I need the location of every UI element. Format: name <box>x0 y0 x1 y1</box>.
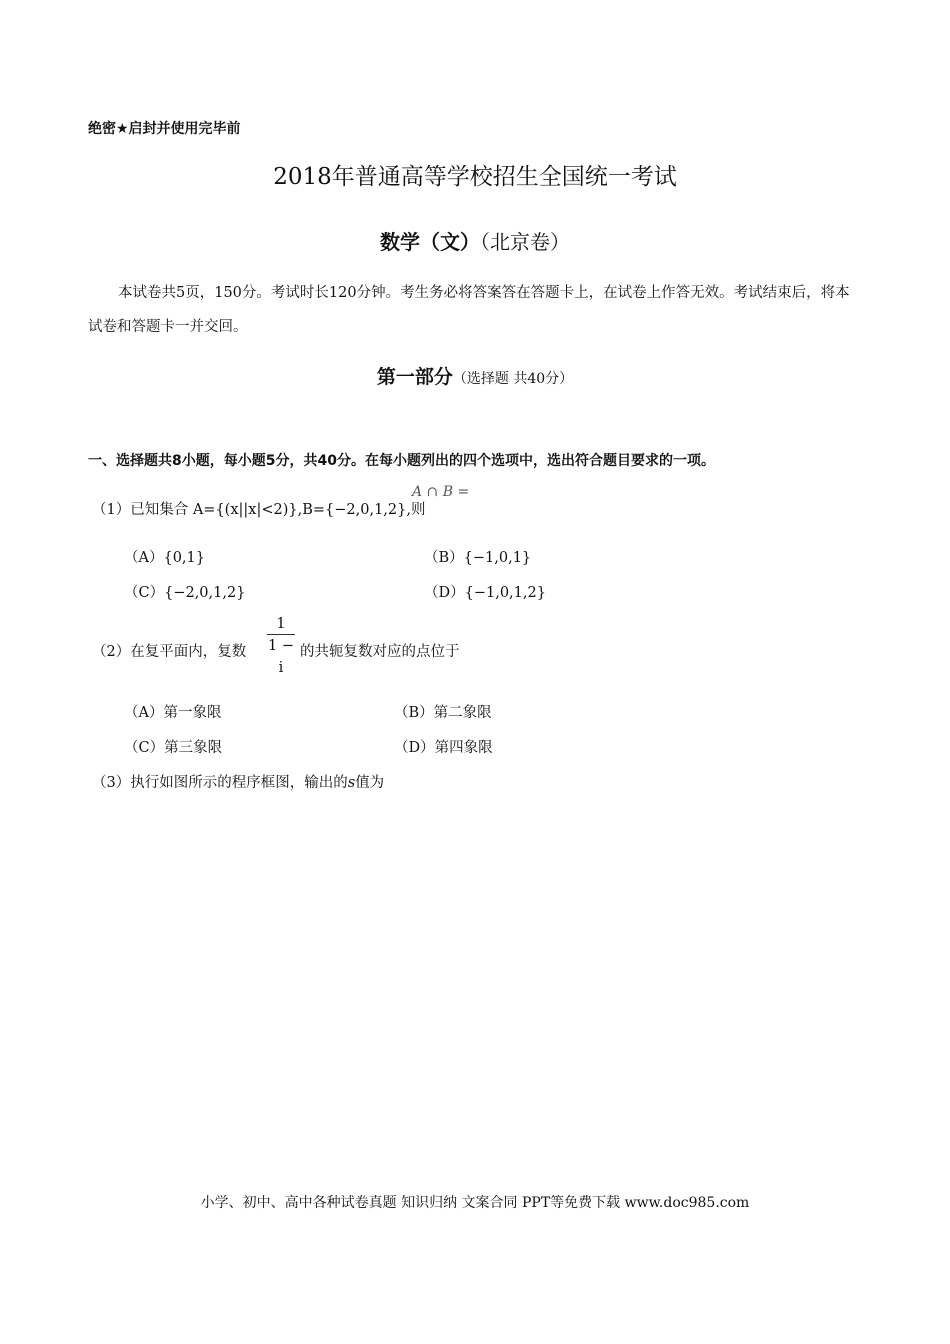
question-1-option-b: （B）{−1,0,1} <box>424 550 532 566</box>
question-3-stem-before: （3）执行如图所示的程序框图，输出的 <box>92 775 348 791</box>
part-heading <box>0 362 950 389</box>
question-2-fraction <box>265 614 297 676</box>
section-heading: 一、选择题共8小题，每小题5分，共40分。在每小题列出的四个选项中，选出符合题目要求的一项。 <box>88 453 715 469</box>
fraction-denominator: 1 − i <box>268 638 294 676</box>
question-2-option-b: （B）第二象限 <box>394 705 492 721</box>
part-note: （选择题 共40分） <box>452 371 574 387</box>
question-2-option-c: （C）第三象限 <box>124 740 223 756</box>
question-2-stem-after: 的共轭复数对应的点位于 <box>300 644 460 660</box>
question-1-expression: A ∩ B = <box>412 484 470 500</box>
part-title: 第一部分 <box>376 366 453 388</box>
question-3-stem-after: 值为 <box>355 775 385 791</box>
exam-subtitle <box>0 226 950 255</box>
subject-label: 数学（文） <box>380 230 480 254</box>
question-1-option-a: （A）{0,1} <box>124 550 205 566</box>
question-2-option-a: （A）第一象限 <box>124 705 222 721</box>
exam-title: 2018年普通高等学校招生全国统一考试 <box>273 164 677 190</box>
question-1-option-c: （C）{−2,0,1,2} <box>124 585 246 601</box>
confidential-label: 绝密★启封并使用完毕前 <box>88 121 241 137</box>
exam-instructions: 本试卷共5页，150分。考试时长120分钟。考生务必将答案答在答题卡上，在试卷上作答无效。考试结束后，将本试卷和答题卡一并交回。 <box>88 285 850 335</box>
question-1-stem: （1）已知集合 A={(x||x|<2)},B={−2,0,1,2},则 <box>92 502 426 518</box>
question-3-stem <box>92 771 384 792</box>
question-2-option-d: （D）第四象限 <box>394 740 493 756</box>
question-1-option-d: （D）{−1,0,1,2} <box>424 585 546 601</box>
question-2-stem-before: （2）在复平面内，复数 <box>92 644 247 660</box>
page-footer: 小学、初中、高中各种试卷真题 知识归纳 文案合同 PPT等免费下载 www.doc985.com <box>200 1195 750 1211</box>
question-3-variable: s <box>347 775 356 791</box>
fraction-numerator: 1 <box>276 616 286 632</box>
region-label: （北京卷） <box>480 230 570 254</box>
